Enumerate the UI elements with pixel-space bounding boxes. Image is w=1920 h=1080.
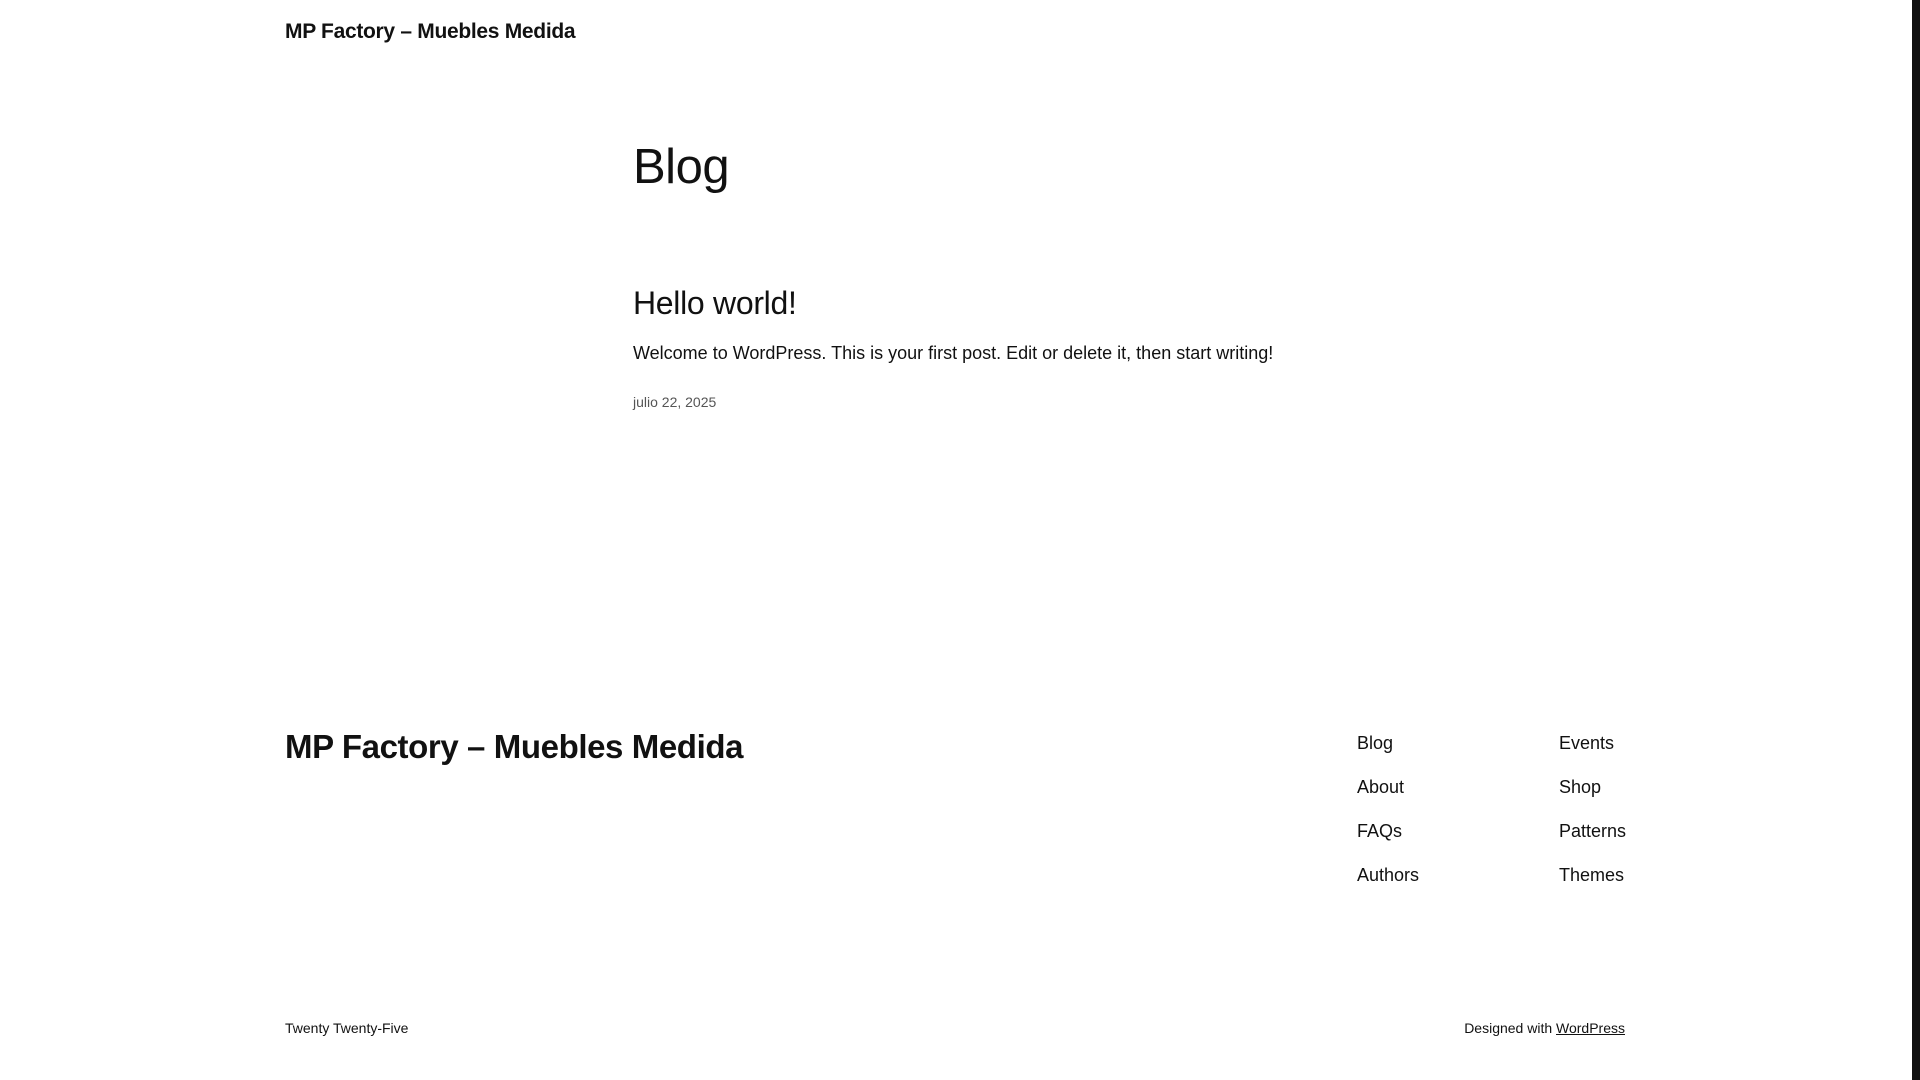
footer-nav-patterns[interactable]: Patterns: [1559, 821, 1627, 841]
post-title[interactable]: Hello world!: [633, 285, 797, 321]
post-date[interactable]: julio 22, 2025: [633, 394, 717, 410]
footer-nav-column-1: [1357, 732, 1419, 908]
footer-nav-blog[interactable]: Blog: [1357, 733, 1394, 753]
footer-nav-themes[interactable]: Themes: [1559, 865, 1625, 885]
window-scrollbar[interactable]: [1912, 0, 1920, 1080]
footer-nav-about[interactable]: About: [1357, 777, 1405, 797]
designed-with: [1464, 1020, 1625, 1036]
post-excerpt: Welcome to WordPress. This is your first post. Edit or delete it, then start writing!: [633, 343, 1274, 363]
header-site-title[interactable]: MP Factory – Muebles Medida: [285, 20, 576, 43]
designed-with-text: Designed with: [1464, 1020, 1553, 1036]
footer-site-title[interactable]: MP Factory – Muebles Medida: [285, 728, 744, 765]
footer-nav-faqs[interactable]: FAQs: [1357, 821, 1403, 841]
footer-nav-events[interactable]: Events: [1559, 733, 1615, 753]
footer-nav-column-2: [1559, 732, 1626, 908]
wordpress-link[interactable]: WordPress: [1556, 1020, 1625, 1036]
page-title: Blog: [633, 140, 730, 194]
main-content: [633, 136, 1533, 411]
theme-credit: Twenty Twenty-Five: [285, 1020, 409, 1036]
post-item: [633, 283, 1533, 411]
footer-nav-authors[interactable]: Authors: [1357, 865, 1420, 885]
footer-nav-shop[interactable]: Shop: [1559, 777, 1602, 797]
